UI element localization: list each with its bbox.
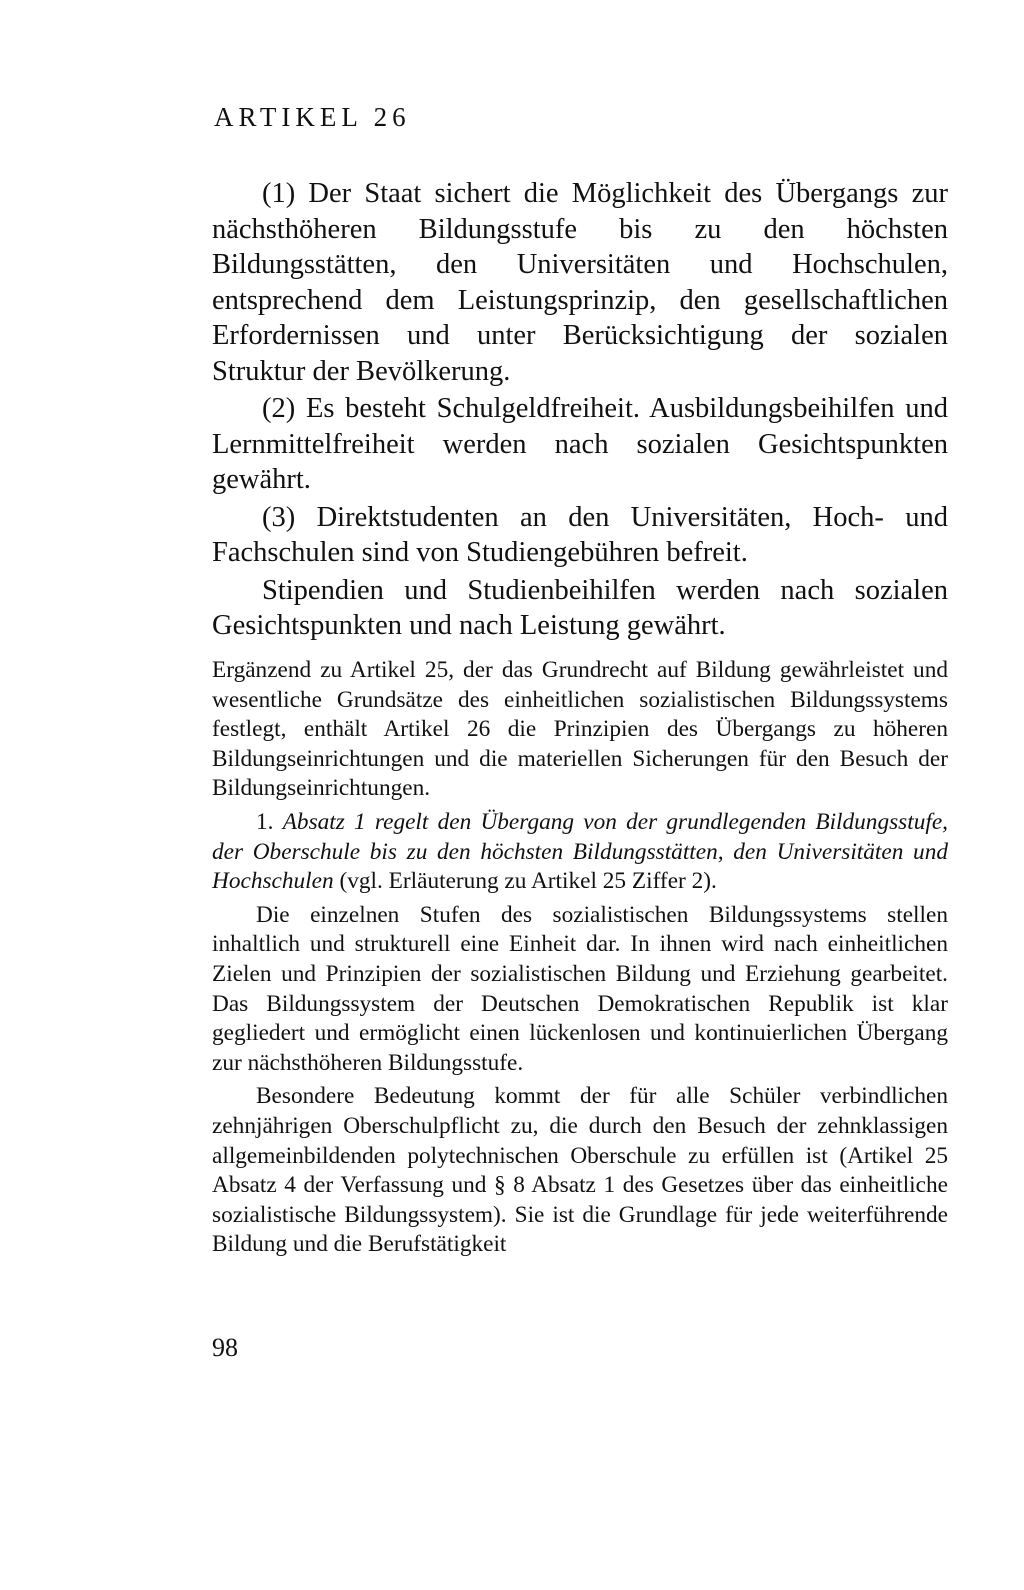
- commentary-text: [212, 656, 948, 1260]
- item-italic-text: Absatz 1 regelt den Übergang von der grundlegenden Bildungsstufe, der Oberschule bis zu den höchsten Bildungsstätten, den Universitäten und Hochschulen: [212, 808, 948, 895]
- article-text: [212, 176, 948, 644]
- article-paragraph-2: (2) Es besteht Schulgeldfreiheit. Ausbildungsbeihilfen und Lernmittelfreiheit werden nach sozialen Gesichtspunkten gewährt.: [212, 393, 948, 495]
- commentary-paragraph-2: Die einzelnen Stufen des sozialistischen Bildungssystems stellen inhaltlich und strukturell eine Einheit dar. In ihnen wird nach einheitlichen Zielen und Prinzipien der sozialistischen Bildung und Erziehung gearbeitet. Das Bildungssystem der Deutschen Demokratischen Republik ist klar gegliedert und ermöglicht einen lückenlosen und kontinuierlichen Übergang zur nächsthöheren Bildungsstufe.: [212, 901, 948, 1076]
- article-heading: ARTIKEL 26: [214, 102, 411, 132]
- page-number: 98: [212, 1333, 238, 1362]
- article-paragraph-4: Stipendien und Studienbeihilfen werden nach sozialen Gesichtspunkten und nach Leistung gewährt.: [212, 574, 948, 641]
- item-number: 1.: [256, 808, 274, 835]
- item-reference: (vgl. Erläuterung zu Artikel 25 Ziffer 2).: [339, 868, 717, 895]
- article-paragraph-1: (1) Der Staat sichert die Möglichkeit des Übergangs zur nächsthöheren Bildungsstufe bis zu den höchsten Bildungsstätten, den Universitäten und Hochschulen, entsprechend dem Leistungsprinzip, den gesellschaftlichen Erfordernissen und unter Berücksichtigung der sozialen Struktur der Bevölkerung.: [212, 178, 948, 387]
- commentary-item-1: [212, 808, 948, 897]
- commentary-intro: Ergänzend zu Artikel 25, der das Grundrecht auf Bildung gewährleistet und wesentliche Grundsätze des einheitlichen sozialistischen Bildungssystems festlegt, enthält Artikel 26 die Prinzipien des Übergangs zu höheren Bildungseinrichtungen und die materiellen Sicherungen für den Besuch der Bildungseinrichtungen.: [212, 657, 948, 802]
- commentary-paragraph-3: Besondere Bedeutung kommt der für alle Schüler verbindlichen zehnjährigen Oberschulpflicht zu, die durch den Besuch der zehnklassigen allgemeinbildenden polytechnischen Oberschule zu erfüllen ist (Artikel 25 Absatz 4 der Verfassung und § 8 Absatz 1 des Gesetzes über das einheitliche sozialistische Bildungssystem). Sie ist die Grundlage für jede weiterführende Bildung und die Berufstätigkeit: [212, 1083, 948, 1258]
- article-paragraph-3: (3) Direktstudenten an den Universitäten, Hoch- und Fachschulen sind von Studiengebühren befreit.: [212, 501, 948, 568]
